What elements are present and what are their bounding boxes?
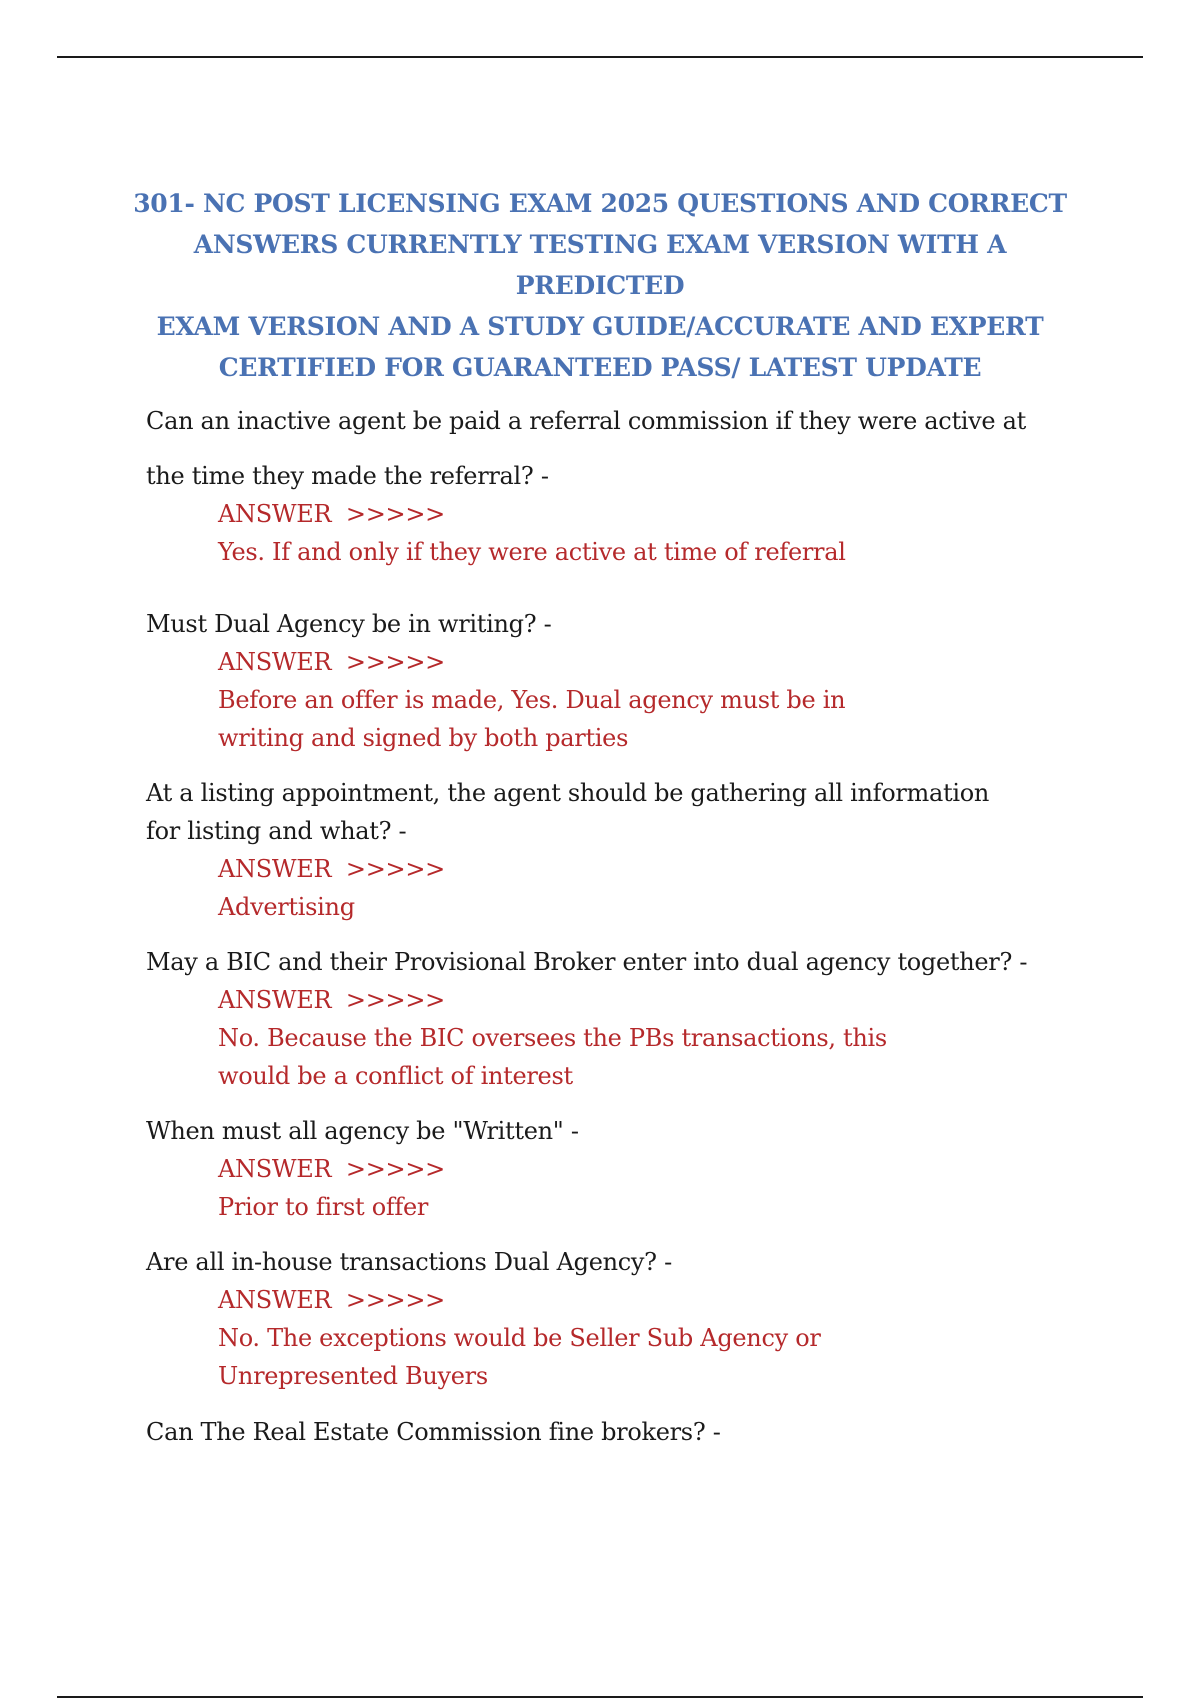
question-4 (146, 943, 1116, 981)
question-2 (146, 605, 1116, 643)
qa-item-1 (146, 402, 1116, 571)
answer-line (218, 1150, 1116, 1226)
question-7 (146, 1413, 1116, 1451)
qa-item-2 (146, 605, 1116, 757)
qa-item-5 (146, 1112, 1116, 1226)
answer-line: would be a conflict of interest (218, 1062, 573, 1090)
qa-item-3 (146, 774, 1116, 926)
title-line: ANSWERS CURRENTLY TESTING EXAM VERSION WITH A PREDICTED (193, 230, 1007, 300)
question-line: Can The Real Estate Commission fine brokers? - (146, 1418, 721, 1446)
answer-line: Unrepresented Buyers (218, 1362, 488, 1390)
answer-text: Advertising (218, 893, 355, 921)
question-line: Can an inactive agent be paid a referral commission if they were active at (146, 407, 1027, 435)
answer-text: Yes. If and only if they were active at time of referral (218, 538, 846, 566)
answer-prefix: ANSWER >>>>> (218, 986, 445, 1014)
answer-line (218, 981, 1116, 1057)
answer-text: Prior to first offer (218, 1193, 429, 1221)
answer-5 (218, 1150, 1116, 1226)
answer-6 (218, 1281, 1116, 1395)
question-3 (146, 774, 1116, 850)
answer-text: No. The exceptions would be Seller Sub Agency or (218, 1324, 821, 1352)
question-line: Are all in-house transactions Dual Agency? - (146, 1248, 672, 1276)
qa-item-7 (146, 1413, 1116, 1451)
title-line: CERTIFIED FOR GUARANTEED PASS/ LATEST UPDATE (218, 353, 982, 382)
bottom-rule (57, 1696, 1143, 1698)
qa-item-4 (146, 943, 1116, 1095)
question-line: the time they made the referral? - (146, 462, 549, 490)
answer-line (218, 643, 1116, 719)
answer-prefix: ANSWER >>>>> (218, 500, 445, 528)
question-line: When must all agency be "Written" - (146, 1117, 579, 1145)
answer-line (218, 1281, 1116, 1357)
answer-prefix: ANSWER >>>>> (218, 1286, 445, 1314)
question-line: May a BIC and their Provisional Broker enter into dual agency together? - (146, 948, 1028, 976)
answer-text: Before an offer is made, Yes. Dual agency must be in (218, 686, 846, 714)
answer-line (218, 850, 1116, 926)
answer-4 (218, 981, 1116, 1095)
answer-line (218, 495, 1116, 571)
question-6 (146, 1243, 1116, 1281)
question-line: At a listing appointment, the agent should be gathering all information (146, 779, 990, 807)
question-1 (146, 402, 1116, 495)
answer-1 (218, 495, 1116, 571)
answer-prefix: ANSWER >>>>> (218, 1155, 445, 1183)
answer-2 (218, 643, 1116, 757)
answer-3 (218, 850, 1116, 926)
answer-prefix: ANSWER >>>>> (218, 855, 445, 883)
answer-line: writing and signed by both parties (218, 724, 629, 752)
title-line: 301- NC POST LICENSING EXAM 2025 QUESTIONS AND CORRECT (133, 189, 1067, 218)
document-title (110, 183, 1090, 388)
title-line: EXAM VERSION AND A STUDY GUIDE/ACCURATE AND EXPERT (156, 312, 1044, 341)
question-5 (146, 1112, 1116, 1150)
question-line: for listing and what? - (146, 817, 407, 845)
answer-prefix: ANSWER >>>>> (218, 648, 445, 676)
qa-item-6 (146, 1243, 1116, 1395)
question-line: Must Dual Agency be in writing? - (146, 610, 552, 638)
answer-text: No. Because the BIC oversees the PBs transactions, this (218, 1024, 887, 1052)
top-rule (57, 56, 1143, 58)
